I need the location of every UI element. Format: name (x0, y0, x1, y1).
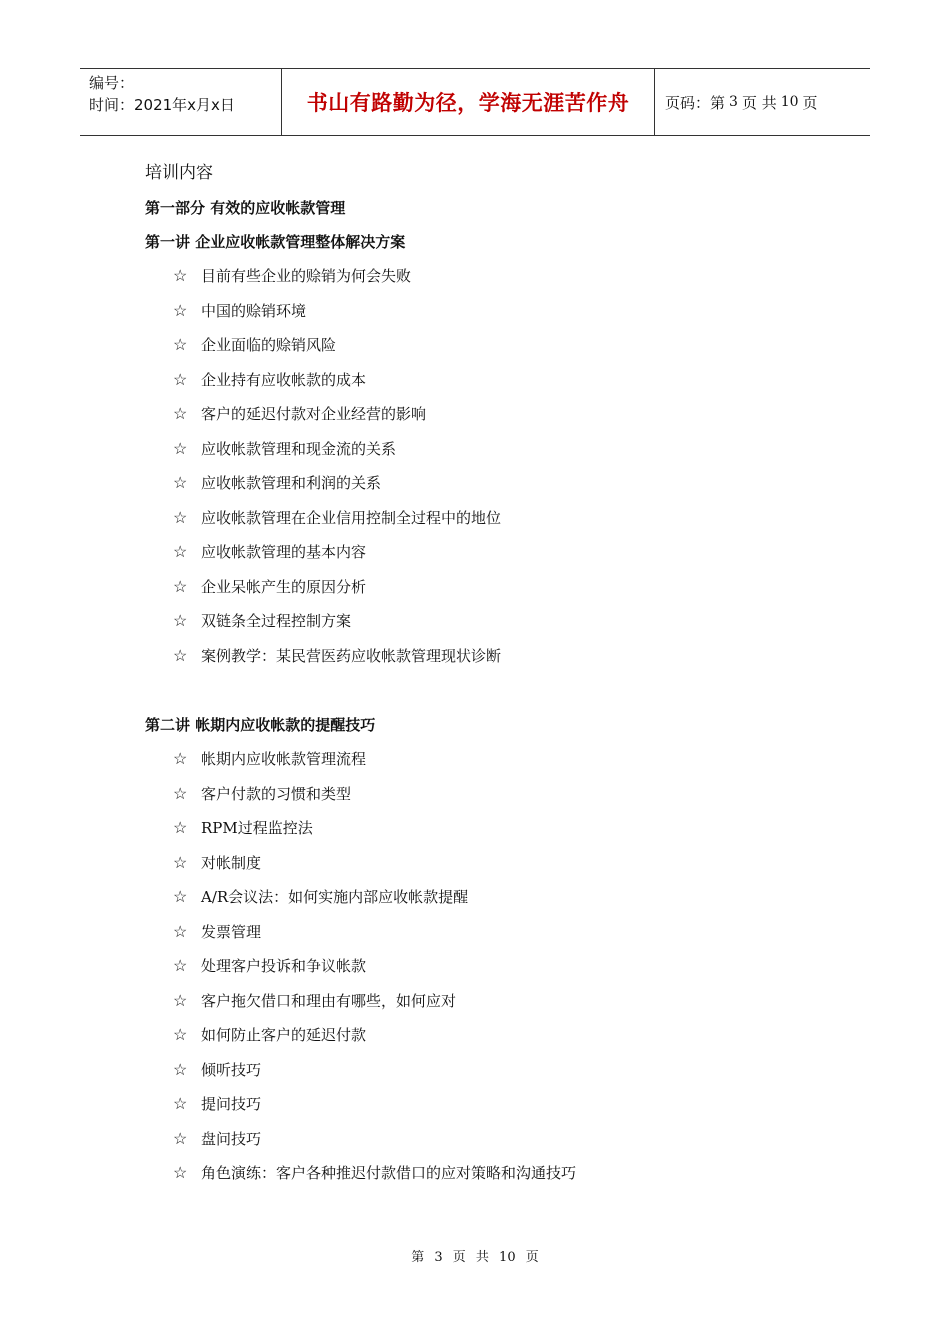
star-bullet-icon: ☆ (173, 507, 188, 527)
list-item (145, 604, 845, 639)
lecture-items (145, 259, 845, 673)
star-bullet-icon: ☆ (173, 542, 188, 561)
star-bullet-icon: ☆ (173, 956, 188, 975)
lecture-items (145, 742, 845, 1191)
list-item (145, 570, 845, 605)
list-item-text: 如何防止客户的延迟付款 (201, 1026, 367, 1044)
list-item-text: 案例教学：某民营医药应收帐款管理现状诊断 (201, 646, 502, 665)
star-bullet-icon: ☆ (173, 921, 188, 941)
list-item-text: 企业持有应收帐款的成本 (201, 370, 367, 389)
list-item (145, 742, 845, 777)
star-bullet-icon: ☆ (173, 369, 188, 389)
list-item (145, 811, 845, 846)
star-bullet-icon: ☆ (173, 645, 188, 665)
star-bullet-icon: ☆ (173, 438, 188, 458)
page-total: 10 (780, 94, 799, 110)
list-item (145, 984, 845, 1019)
list-item (145, 1053, 845, 1088)
list-item-text: 对帐制度 (201, 853, 262, 872)
list-item (145, 949, 845, 984)
list-item-text: 提问技巧 (201, 1095, 262, 1113)
list-item (145, 1122, 845, 1157)
list-item (145, 466, 845, 501)
header-info (80, 69, 282, 135)
list-item (145, 777, 845, 812)
list-item (145, 501, 845, 536)
list-item (145, 259, 845, 294)
star-bullet-icon: ☆ (173, 1059, 188, 1079)
page-footer: 第 3 页 共 10 页 (411, 1250, 539, 1265)
list-item-text: 应收帐款管理和现金流的关系 (201, 439, 397, 458)
list-item-text: 处理客户投诉和争议帐款 (201, 957, 367, 975)
star-bullet-icon: ☆ (173, 1163, 188, 1182)
list-item-text: 目前有些企业的赊销为何会失败 (201, 267, 412, 285)
lecture-title: 第一讲 企业应收帐款管理整体解决方案 (145, 233, 406, 251)
star-bullet-icon: ☆ (173, 576, 188, 596)
list-item-text: A/R会议法：如何实施内部应收帐款提醒 (201, 888, 469, 906)
list-item-text: 应收帐款管理在企业信用控制全过程中的地位 (201, 508, 502, 527)
time-label: 时间：2021年x月x日 (89, 96, 235, 114)
section-gap (145, 673, 845, 708)
number-label: 编号： (89, 74, 135, 92)
list-item-text: 客户的延迟付款对企业经营的影响 (201, 405, 427, 423)
star-bullet-icon: ☆ (173, 300, 188, 320)
page-current: 3 (729, 94, 738, 110)
list-item (145, 880, 845, 915)
list-item (145, 328, 845, 363)
star-bullet-icon: ☆ (173, 783, 188, 803)
list-item (145, 639, 845, 674)
star-bullet-icon: ☆ (173, 990, 188, 1010)
list-item-text: RPM过程监控法 (201, 819, 313, 837)
list-item-text: 企业面临的赊销风险 (201, 336, 337, 354)
star-bullet-icon: ☆ (173, 1025, 188, 1044)
page-suffix: 页 (802, 93, 818, 112)
list-item-text: 帐期内应收帐款管理流程 (201, 750, 367, 768)
page-mid: 页 共 (741, 93, 777, 112)
list-item-text: 双链条全过程控制方案 (201, 612, 352, 630)
page-header (80, 68, 870, 136)
list-item (145, 846, 845, 881)
star-bullet-icon: ☆ (173, 1094, 188, 1113)
page-prefix: 页码：第 (665, 93, 726, 112)
list-item-text: 发票管理 (201, 922, 262, 941)
star-bullet-icon: ☆ (173, 404, 188, 423)
section-title: 培训内容 (145, 163, 213, 183)
star-bullet-icon: ☆ (173, 611, 188, 630)
list-item-text: 应收帐款管理和利润的关系 (201, 474, 382, 492)
list-item-text: 倾听技巧 (201, 1060, 262, 1079)
list-item-text: 盘问技巧 (201, 1129, 262, 1148)
header-motto: 书山有路勤为径，学海无涯苦作舟 (282, 69, 655, 135)
star-bullet-icon: ☆ (173, 473, 188, 492)
list-item (145, 397, 845, 432)
list-item-text: 企业呆帐产生的原因分析 (201, 577, 367, 596)
list-item (145, 294, 845, 329)
star-bullet-icon: ☆ (173, 818, 188, 837)
list-item (145, 1087, 845, 1122)
lecture-list (145, 225, 845, 1191)
star-bullet-icon: ☆ (173, 852, 188, 872)
list-item (145, 432, 845, 467)
star-bullet-icon: ☆ (173, 887, 188, 906)
document-body (145, 155, 845, 1191)
list-item (145, 535, 845, 570)
part-title: 第一部分 有效的应收帐款管理 (145, 199, 346, 217)
header-page-info (655, 69, 870, 135)
list-item-text: 客户付款的习惯和类型 (201, 784, 352, 803)
star-bullet-icon: ☆ (173, 335, 188, 354)
list-item (145, 363, 845, 398)
list-item (145, 1156, 845, 1191)
list-item-text: 客户拖欠借口和理由有哪些，如何应对 (201, 991, 457, 1010)
list-item (145, 1018, 845, 1053)
list-item-text: 角色演练：客户各种推迟付款借口的应对策略和沟通技巧 (201, 1164, 577, 1182)
star-bullet-icon: ☆ (173, 1128, 188, 1148)
star-bullet-icon: ☆ (173, 266, 188, 285)
list-item-text: 应收帐款管理的基本内容 (201, 543, 367, 561)
lecture-title: 第二讲 帐期内应收帐款的提醒技巧 (145, 716, 376, 734)
list-item-text: 中国的赊销环境 (201, 301, 307, 320)
star-bullet-icon: ☆ (173, 749, 188, 768)
list-item (145, 915, 845, 950)
